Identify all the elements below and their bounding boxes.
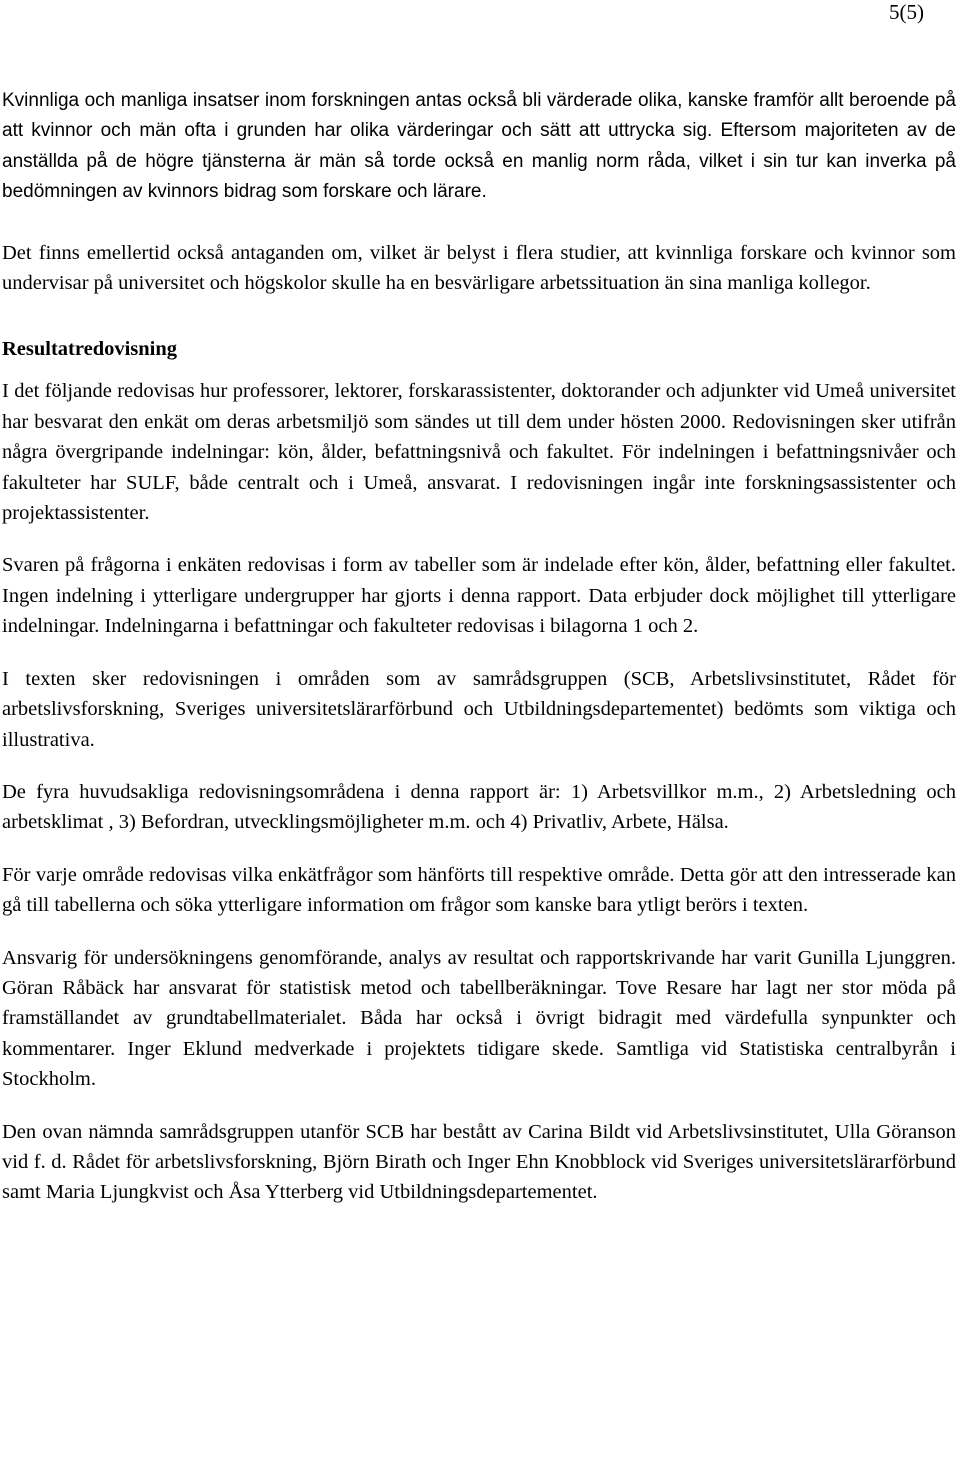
paragraph-intro-1: Kvinnliga och manliga insatser inom forskningen antas också bli värderade olika, kanske framför allt beroende på att kvinnor och män ofta i grunden har olika värderingar och sätt att uttrycka sig. Eftersom majoriteten av de anställda på de högre tjänsterna är män så torde också en manlig norm råda, vilket i sin tur kan inverka på bedömningen av kvinnors bidrag som forskare och lärare.: [2, 90, 956, 203]
paragraph-results-5: För varje område redovisas vilka enkätfrågor som hänförts till respektive område. Detta gör att den intresserade kan gå till tabellerna och söka ytterligare information om frågor som kanske bara ytligt berörs i texten.: [2, 863, 956, 917]
paragraph-results-1: I det följande redovisas hur professorer, lektorer, forskarassistenter, doktorander och adjunkter vid Umeå universitet har besvarat den enkät om deras arbetsmiljö som sändes ut till dem under hösten 2000. Redovisningen sker utifrån några övergripande indelningar: kön, ålder, befattningsnivå och fakultet. För indelningen i befattningsnivåer och fakulteter har SULF, både centralt och i Umeå, ansvarat. I redovisningen ingår inte forskningsassistenter och projektassistenter.: [2, 380, 956, 525]
page-number: 5(5): [889, 0, 924, 24]
paragraph-results-7: Den ovan nämnda samrådsgruppen utanför SCB har bestått av Carina Bildt vid Arbetslivsinstitutet, Ulla Göranson vid f. d. Rådet för arbetslivsforskning, Björn Birath och Inger Ehn Knobblock vid Sveriges universitetslärarförbund samt Maria Ljungkvist och Åsa Ytterberg vid Utbildningsdepartementet.: [2, 1120, 956, 1204]
paragraph-results-6: Ansvarig för undersökningens genomförande, analys av resultat och rapportskrivande har varit Gunilla Ljunggren. Göran Råbäck har ansvarat för statistisk metod och tabellberäkningar. Tove Resare har lagt ner stor möda på framställandet av grundtabellmaterialet. Båda har också i övrigt bidragit med värdefulla synpunkter och kommentarer. Inger Eklund medverkade i projektets tidigare skede. Samtliga vid Statistiska centralbyrån i Stockholm.: [2, 946, 956, 1091]
document-body: [2, 86, 956, 1208]
paragraph-intro-2: Det finns emellertid också antaganden om, vilket är belyst i flera studier, att kvinnliga forskare och kvinnor som undervisar på universitet och högskolor skulle ha en besvärligare arbetssituation än sina manliga kollegor.: [2, 241, 956, 295]
paragraph-results-4: De fyra huvudsakliga redovisningsområdena i denna rapport är: 1) Arbetsvillkor m.m., 2) Arbetsledning och arbetsklimat , 3) Befordran, utvecklingsmöjligheter m.m. och 4) Privatliv, Arbete, Hälsa.: [2, 780, 956, 834]
paragraph-results-3: I texten sker redovisningen i områden som av samrådsgruppen (SCB, Arbetslivsinstitutet, Rådet för arbetslivsforskning, Sveriges universitetslärarförbund och Utbildningsdepartementet) bedömts som viktiga och illustrativa.: [2, 667, 956, 751]
paragraph-results-2: Svaren på frågorna i enkäten redovisas i form av tabeller som är indelade efter kön, ålder, befattning eller fakultet. Ingen indelning i ytterligare undergrupper har gjorts i denna rapport. Data erbjuder dock möjlighet till ytterligare indelningar. Indelningarna i befattningar och fakulteter redovisas i bilagorna 1 och 2.: [2, 554, 956, 638]
section-heading: Resultatredovisning: [2, 338, 178, 361]
